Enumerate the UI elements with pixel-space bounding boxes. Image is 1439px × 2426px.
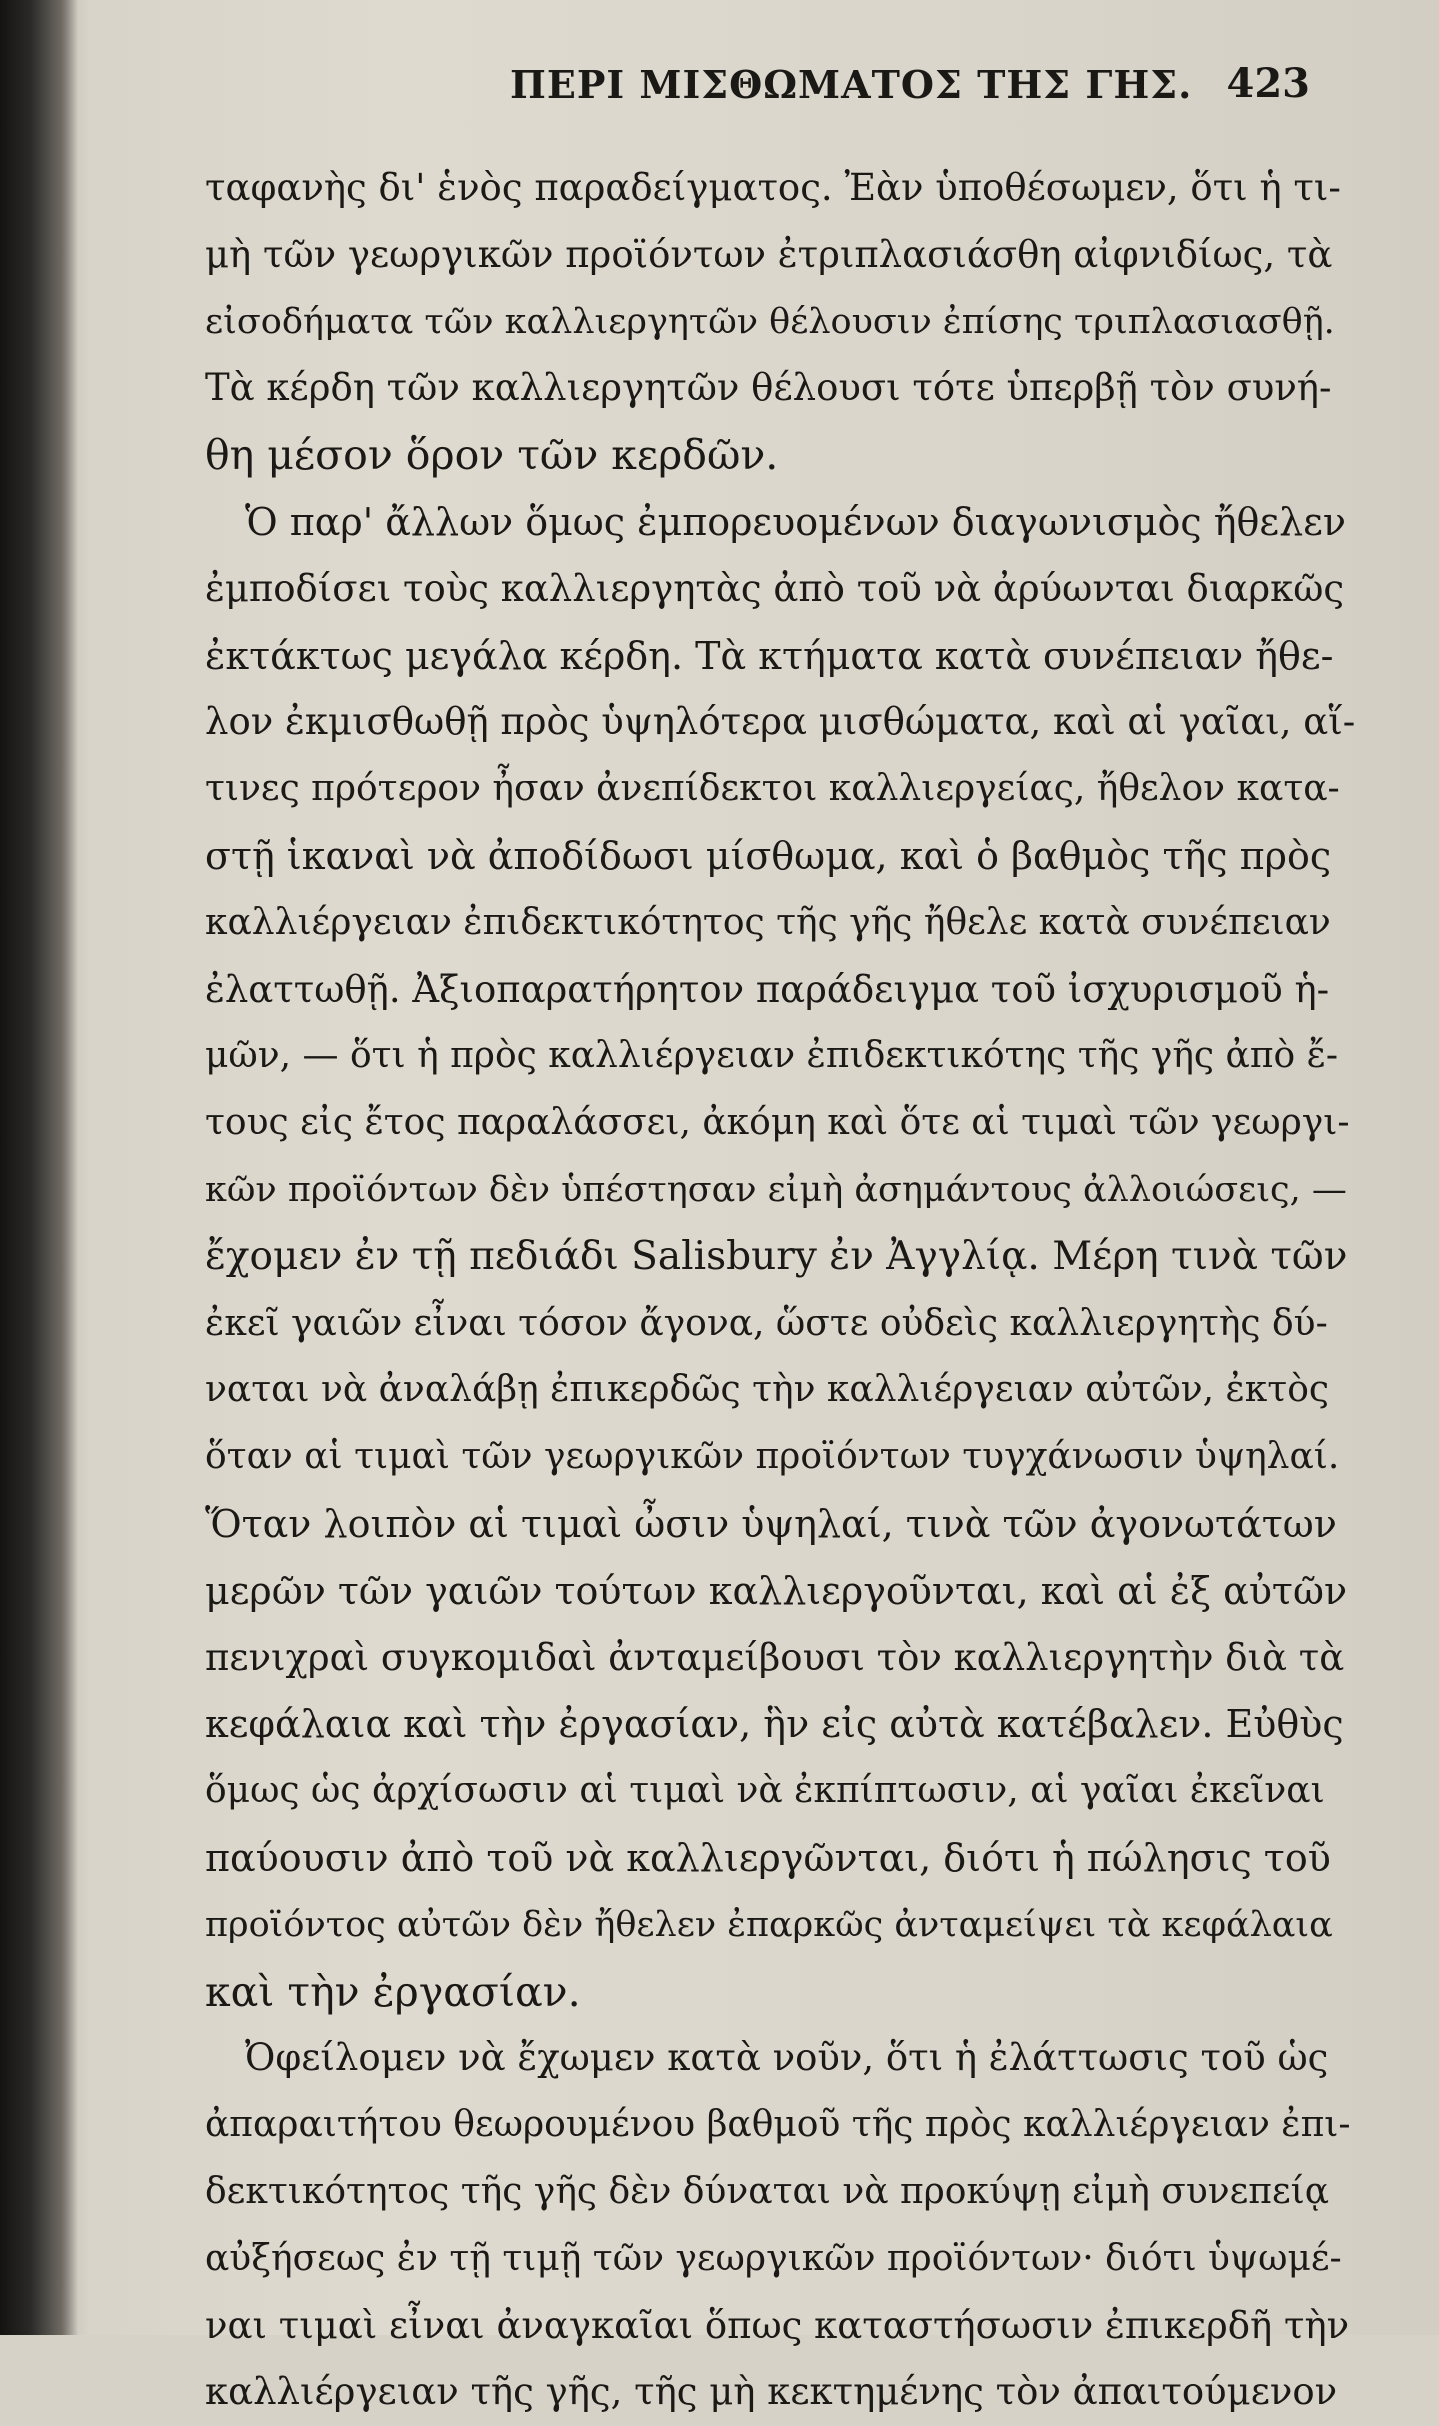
text-line: Ὅταν λοιπὸν αἱ τιμαὶ ὦσιν ὑψηλαί, τινὰ τῶν ἀγονωτάτων <box>205 1501 1337 1546</box>
text-line: στῇ ἱκαναὶ νὰ ἀποδίδωσι μίσθωμα, καὶ ὁ βαθμὸς τῆς πρὸς <box>205 833 1332 878</box>
text-line: ἔχομεν ἐν τῇ πεδιάδι Salisbury ἐν Ἀγγλίᾳ. Μέρη τινὰ τῶν <box>205 1233 1348 1279</box>
page-number: 423 <box>1226 60 1310 107</box>
text-line: ταφανὴς δι' ἑνὸς παραδείγματος. Ἐὰν ὑποθέσωμεν, ὅτι ἡ τι- <box>205 166 1341 209</box>
text-line: κῶν προϊόντων δὲν ὑπέστησαν εἰμὴ ἀσημάντους ἀλλοιώσεις, — <box>205 1169 1347 1210</box>
text-line: ἐκτάκτως μεγάλα κέρδη. Τὰ κτήματα κατὰ συνέπειαν ἤθε- <box>205 633 1334 678</box>
text-line: Τὰ κέρδη τῶν καλλιεργητῶν θέλουσι τότε ὑπερβῇ τὸν συνή- <box>205 366 1332 410</box>
text-line: πενιχραὶ συγκομιδαὶ ἀνταμείβουσι τὸν καλλιεργητὴν διὰ τὰ <box>205 1635 1345 1679</box>
text-line: ἐκεῖ γαιῶν εἶναι τόσον ἄγονα, ὥστε οὐδεὶς καλλιεργητὴς δύ- <box>205 1302 1328 1344</box>
text-line: αὐξήσεως ἐν τῇ τιμῇ τῶν γεωργικῶν προϊόντων· διότι ὑψωμέ- <box>205 2237 1342 2279</box>
text-line: παύουσιν ἀπὸ τοῦ νὰ καλλιεργῶνται, διότι ἡ πώλησις τοῦ <box>205 1835 1331 1880</box>
running-head: ΠΕΡΙ ΜΙΣΘΩΜΑΤΟΣ ΤΗΣ ΓΗΣ. <box>510 62 1193 107</box>
text-line: λον ἐκμισθωθῇ πρὸς ὑψηλότερα μισθώματα, καὶ αἱ γαῖαι, αἵ- <box>205 700 1356 744</box>
text-line: κεφάλαια καὶ τὴν ἐργασίαν, ἣν εἰς αὐτὰ κατέβαλεν. Εὐθὺς <box>205 1702 1344 1747</box>
body-text <box>205 155 1355 2426</box>
text-line: μὴ τῶν γεωργικῶν προϊόντων ἐτριπλασιάσθη αἰφνιδίως, τὰ <box>205 232 1333 276</box>
text-line: μερῶν τῶν γαιῶν τούτων καλλιεργοῦνται, καὶ αἱ ἐξ αὐτῶν <box>205 1568 1348 1613</box>
text-line: καὶ τὴν ἐργασίαν. <box>205 1967 581 2016</box>
text-line: καλλιέργειαν τῆς γῆς, τῆς μὴ κεκτημένης τὸν ἀπαιτούμενον <box>205 2370 1338 2414</box>
text-line: θη μέσον ὅρον τῶν κερδῶν. <box>205 431 779 480</box>
text-line: ἀπαραιτήτου θεωρουμένου βαθμοῦ τῆς πρὸς καλλιέργειαν ἐπι- <box>205 2104 1351 2146</box>
text-line: ὅταν αἱ τιμαὶ τῶν γεωργικῶν προϊόντων τυγχάνωσιν ὑψηλαί. <box>205 1436 1340 1478</box>
text-line: τους εἰς ἔτος παραλάσσει, ἀκόμη καὶ ὅτε αἱ τιμαὶ τῶν γεωργι- <box>205 1102 1350 1144</box>
text-line: δεκτικότητος τῆς γῆς δὲν δύναται νὰ προκύψῃ εἰμὴ συνεπείᾳ <box>205 2170 1330 2212</box>
text-line: προϊόντος αὐτῶν δὲν ἤθελεν ἐπαρκῶς ἀνταμείψει τὰ κεφάλαια <box>205 1904 1333 1945</box>
text-line: ἐλαττωθῇ. Ἀξιοπαρατήρητον παράδειγμα τοῦ ἰσχυρισμοῦ ἡ- <box>205 967 1330 1011</box>
text-line: ἐμποδίσει τοὺς καλλιεργητὰς ἀπὸ τοῦ νὰ ἀρύωνται διαρκῶς <box>205 566 1345 610</box>
text-line-paragraph-start: Ὁ παρ' ἄλλων ὅμως ἐμπορευομένων διαγωνισμὸς ἤθελεν <box>245 499 1346 544</box>
text-line: τινες πρότερον ἦσαν ἀνεπίδεκτοι καλλιεργείας, ἤθελον κατα- <box>205 768 1340 810</box>
text-line: ὅμως ὡς ἀρχίσωσιν αἱ τιμαὶ νὰ ἐκπίπτωσιν, αἱ γαῖαι ἐκεῖναι <box>205 1770 1325 1812</box>
book-spine-shadow <box>0 0 78 2335</box>
text-line: μῶν, — ὅτι ἡ πρὸς καλλιέργειαν ἐπιδεκτικότης τῆς γῆς ἀπὸ ἔ- <box>205 1035 1339 1077</box>
text-line: ναται νὰ ἀναλάβῃ ἐπικερδῶς τὴν καλλιέργειαν αὐτῶν, ἐκτὸς <box>205 1369 1330 1411</box>
text-line: εἰσοδήματα τῶν καλλιεργητῶν θέλουσιν ἐπίσης τριπλασιασθῇ. <box>205 301 1335 342</box>
text-line: καλλιέργειαν ἐπιδεκτικότητος τῆς γῆς ἤθελε κατὰ συνέπειαν <box>205 901 1331 943</box>
text-line-paragraph-start: Ὀφείλομεν νὰ ἔχωμεν κατὰ νοῦν, ὅτι ἡ ἐλάττωσις τοῦ ὡς <box>245 2036 1329 2080</box>
page-header <box>210 50 1330 120</box>
text-line: ναι τιμαὶ εἶναι ἀναγκαῖαι ὅπως καταστήσωσιν ἐπικερδῆ τὴν <box>205 2303 1350 2347</box>
